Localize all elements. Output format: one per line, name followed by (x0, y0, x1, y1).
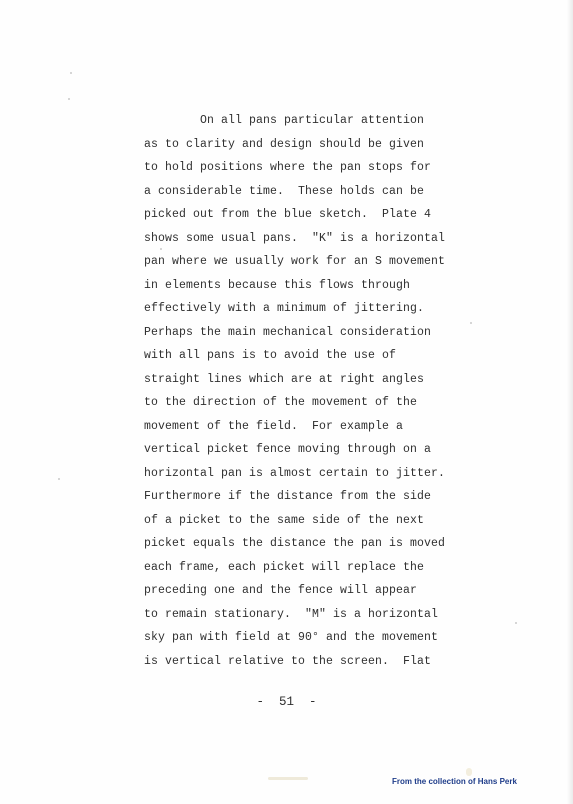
text-line: with all pans is to avoid the use of (144, 349, 397, 362)
text-line: to hold positions where the pan stops for (144, 161, 432, 174)
text-line: horizontal pan is almost certain to jitter. (144, 466, 446, 480)
text-line: to remain stationary. "M" is a horizontal (144, 607, 439, 621)
speck (68, 98, 70, 100)
page-edge-shadow (567, 0, 573, 804)
text-line: vertical picket fence moving through on a (144, 443, 432, 456)
text-line: each frame, each picket will replace the (144, 560, 425, 574)
text-line: as to clarity and design should be given (144, 137, 425, 151)
collection-credit: From the collection of Hans Perk (392, 777, 517, 786)
text-line: preceding one and the fence will appear (144, 584, 418, 597)
text-line: a considerable time. These holds can be (144, 184, 425, 198)
speck (470, 322, 472, 324)
text-line: picket equals the distance the pan is moved (144, 537, 446, 550)
text-line: Furthermore if the distance from the side (144, 490, 432, 503)
text-line: shows some usual pans. "K" is a horizontal (144, 231, 446, 245)
text-line: of a picket to the same side of the next (144, 513, 425, 527)
speck (515, 622, 517, 624)
text-line: picked out from the blue sketch. Plate 4 (144, 208, 432, 221)
speck (70, 72, 72, 74)
text-line: is vertical relative to the screen. Flat (144, 654, 432, 668)
text-line: Perhaps the main mechanical consideration (144, 325, 432, 339)
text-line: to the direction of the movement of the (144, 396, 418, 409)
text-line: On all pans particular attention (144, 114, 425, 127)
paper-smudge (466, 768, 472, 776)
paper-smudge (268, 777, 308, 780)
text-line: in elements because this flows through (144, 278, 411, 292)
page-number: - 51 - (256, 695, 317, 709)
text-line: pan where we usually work for an S movement (144, 255, 446, 268)
speck (58, 478, 60, 480)
text-line: straight lines which are at right angles (144, 372, 425, 386)
text-line: effectively with a minimum of jittering. (144, 302, 425, 315)
typed-body-text (144, 109, 464, 673)
text-line: movement of the field. For example a (144, 419, 404, 433)
text-line: sky pan with field at 90° and the movement (144, 631, 439, 644)
